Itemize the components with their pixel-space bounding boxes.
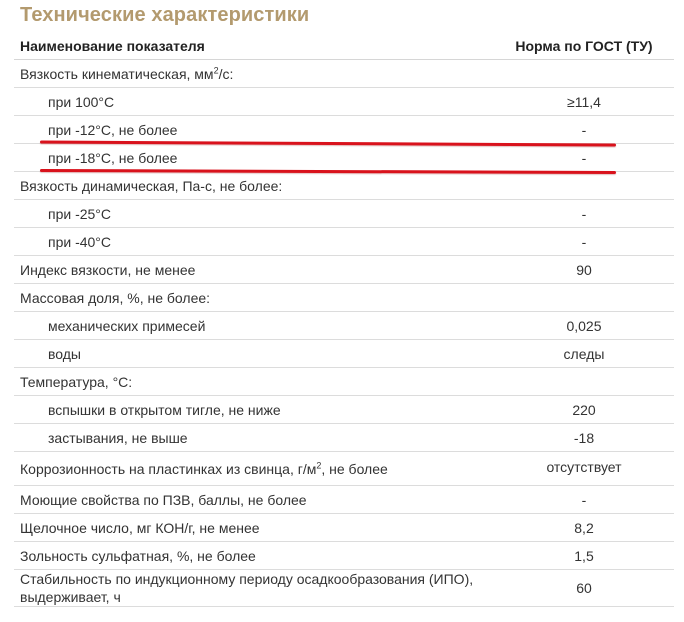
- table-row: [14, 312, 674, 340]
- row-norm: -18: [494, 424, 674, 452]
- row-norm: -: [494, 116, 674, 144]
- row-param: при 100°С: [14, 88, 494, 116]
- row-param: Массовая доля, %, не более:: [14, 284, 494, 312]
- row-param: при -25°С: [14, 200, 494, 228]
- header-parameter: Наименование показателя: [14, 32, 494, 60]
- row-param: механических примесей: [14, 312, 494, 340]
- specs-table: [14, 32, 674, 607]
- row-param: воды: [14, 340, 494, 368]
- row-param: Температура, °С:: [14, 368, 494, 396]
- table-row: [14, 340, 674, 368]
- row-norm: [494, 60, 674, 88]
- row-norm: 8,2: [494, 514, 674, 542]
- table-row: [14, 88, 674, 116]
- row-param: Стабильность по индукционному периоду осадкообразования (ИПО), выдерживает, ч: [14, 570, 494, 607]
- table-row: [14, 486, 674, 514]
- row-param: Коррозионность на пластинках из свинца, $г/м^2$, не более: [14, 452, 494, 486]
- row-norm: -: [494, 486, 674, 514]
- table-row: [14, 452, 674, 486]
- table-row: [14, 514, 674, 542]
- row-norm: 1,5: [494, 542, 674, 570]
- table-row: [14, 60, 674, 88]
- table-row: [14, 144, 674, 172]
- row-param: при -12°С, не более: [14, 116, 494, 144]
- row-param: Вязкость кинематическая, $мм^2/с$:: [14, 60, 494, 88]
- row-norm: 220: [494, 396, 674, 424]
- row-param: Вязкость динамическая, Па-с, не более:: [14, 172, 494, 200]
- row-param: при -40°С: [14, 228, 494, 256]
- row-norm: -: [494, 144, 674, 172]
- table-row: [14, 424, 674, 452]
- row-norm: 60: [494, 570, 674, 607]
- table-row: [14, 200, 674, 228]
- row-param: вспышки в открытом тигле, не ниже: [14, 396, 494, 424]
- row-param: при -18°С, не более: [14, 144, 494, 172]
- table-row: [14, 116, 674, 144]
- row-norm: [494, 172, 674, 200]
- table-row: [14, 368, 674, 396]
- row-param: Зольность сульфатная, %, не более: [14, 542, 494, 570]
- table-row: [14, 396, 674, 424]
- row-param: Щелочное число, мг КОН/г, не менее: [14, 514, 494, 542]
- row-norm: -: [494, 200, 674, 228]
- table-row: [14, 228, 674, 256]
- row-param: застывания, не выше: [14, 424, 494, 452]
- row-norm: 0,025: [494, 312, 674, 340]
- table-row: [14, 570, 674, 607]
- table-row: [14, 256, 674, 284]
- table-row: [14, 542, 674, 570]
- row-param: Моющие свойства по ПЗВ, баллы, не более: [14, 486, 494, 514]
- row-param: Индекс вязкости, не менее: [14, 256, 494, 284]
- row-norm: [494, 368, 674, 396]
- table-header-row: [14, 32, 674, 60]
- table-row: [14, 172, 674, 200]
- row-norm: отсутствует: [494, 452, 674, 486]
- row-norm: [494, 284, 674, 312]
- row-norm: -: [494, 228, 674, 256]
- page-title: Технические характеристики: [20, 4, 310, 26]
- header-norm: Норма по ГОСТ (ТУ): [494, 32, 674, 60]
- row-norm: следы: [494, 340, 674, 368]
- row-norm: 90: [494, 256, 674, 284]
- row-norm: ≥11,4: [494, 88, 674, 116]
- table-row: [14, 284, 674, 312]
